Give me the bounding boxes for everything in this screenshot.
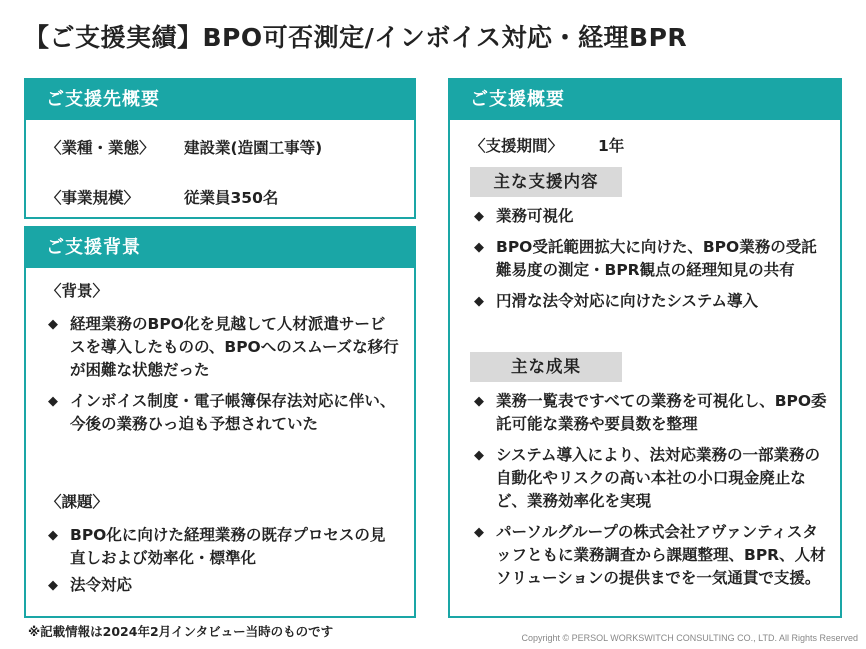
issues-list bbox=[48, 524, 400, 597]
period-row bbox=[470, 134, 625, 156]
diamond-bullet-icon: ◆ bbox=[48, 578, 58, 593]
diamond-bullet-icon: ◆ bbox=[474, 240, 484, 255]
background-label: 〈背景〉 bbox=[46, 282, 109, 300]
diamond-bullet-icon: ◆ bbox=[474, 525, 484, 540]
list-item: ◆ 法令対応 bbox=[48, 574, 400, 597]
client-overview-header: ご支援先概要 bbox=[26, 80, 414, 120]
diamond-bullet-icon: ◆ bbox=[474, 209, 484, 224]
background-list bbox=[48, 313, 400, 436]
diamond-bullet-icon: ◆ bbox=[48, 317, 58, 332]
diamond-bullet-icon: ◆ bbox=[48, 394, 58, 409]
background-box bbox=[24, 226, 416, 618]
list-item: ◆ BPO受託範囲拡大に向けた、BPO業務の受託難易度の測定・BPR観点の経理知見の共有 bbox=[474, 238, 817, 279]
industry-label: 〈業種・業態〉 bbox=[46, 139, 155, 157]
copyright: Copyright © PERSOL WORKSWITCH CONSULTING CO., LTD. All Rights Reserved bbox=[521, 633, 858, 643]
scale-label: 〈事業規模〉 bbox=[46, 189, 140, 207]
period-value: 1年 bbox=[598, 137, 625, 155]
client-overview-box bbox=[24, 78, 416, 219]
content-subheader: 主な支援内容 bbox=[470, 167, 622, 197]
footnote: ※記載情報は2024年2月インタビュー当時のものです bbox=[28, 624, 334, 639]
diamond-bullet-icon: ◆ bbox=[474, 448, 484, 463]
list-item: ◆ システム導入により、法対応業務の一部業務の自動化やリスクの高い本社の小口現金廃止など、業務効率化を実現 bbox=[474, 446, 820, 510]
list-item: ◆ 経理業務のBPO化を見越して人材派遣サービスを導入したものの、BPOへのスムーズな移行が困難な状態だった bbox=[48, 315, 399, 379]
list-item: ◆ 業務一覧表ですべての業務を可視化し、BPO委託可能な業務や要員数を整理 bbox=[474, 392, 827, 433]
results-subheader: 主な成果 bbox=[470, 352, 622, 382]
industry-value: 建設業(造園工事等) bbox=[184, 139, 323, 157]
results-list bbox=[474, 390, 828, 590]
period-label: 〈支援期間〉 bbox=[470, 137, 564, 155]
issues-label: 〈課題〉 bbox=[46, 493, 109, 511]
list-item: ◆ インボイス制度・電子帳簿保存法対応に伴い、今後の業務ひっ迫も予想されていた bbox=[48, 392, 396, 433]
scale-row bbox=[46, 186, 279, 208]
list-item: ◆ 円滑な法令対応に向けたシステム導入 bbox=[474, 290, 826, 313]
support-overview-box bbox=[448, 78, 842, 618]
industry-row bbox=[46, 136, 323, 158]
content-list bbox=[474, 205, 826, 313]
diamond-bullet-icon: ◆ bbox=[474, 294, 484, 309]
page-title: 【ご支援実績】BPO可否測定/インボイス対応・経理BPR bbox=[24, 23, 688, 52]
diamond-bullet-icon: ◆ bbox=[48, 528, 58, 543]
support-overview-header: ご支援概要 bbox=[450, 80, 840, 120]
background-header: ご支援背景 bbox=[26, 228, 414, 268]
scale-value: 従業員350名 bbox=[184, 189, 279, 207]
list-item: ◆ 業務可視化 bbox=[474, 205, 826, 228]
list-item: ◆ BPO化に向けた経理業務の既存プロセスの見直しおよび効率化・標準化 bbox=[48, 526, 386, 567]
diamond-bullet-icon: ◆ bbox=[474, 394, 484, 409]
list-item: ◆ パーソルグループの株式会社アヴァンティスタッフともに業務調査から課題整理、BPR、人材ソリューションの提供までを一気通貫で支援。 bbox=[474, 523, 826, 587]
